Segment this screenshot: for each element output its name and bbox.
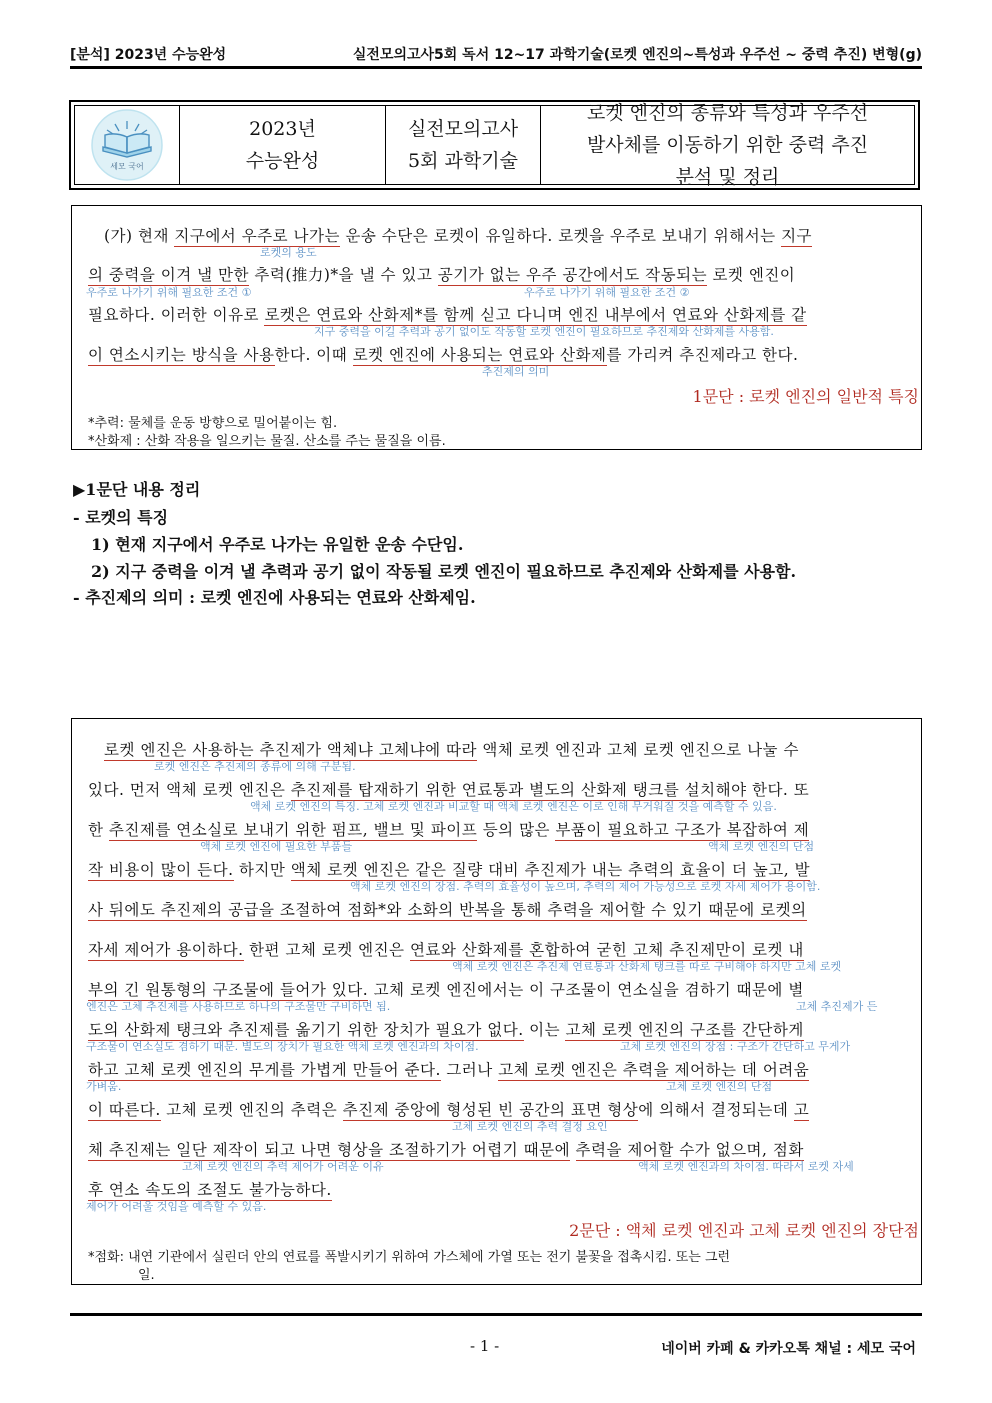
p2-line-7: 부의 긴 원통형의 구조물에 들어가 있다. 고체 로켓 엔진에서는 이 구조물이 연소실을 겸하기 때문에 별 <box>88 981 804 999</box>
exam-name: 실전모의고사 <box>407 118 519 140</box>
svg-text:세모 국어: 세모 국어 <box>110 162 144 171</box>
logo-cell <box>75 106 180 184</box>
organize-item-3: 2) 지구 중력을 이겨 낼 추력과 공기 없이 작동될 로켓 엔진이 필요하므로 추진제와 산화제를 사용함. <box>91 562 797 581</box>
p2-line-6: 자세 제어가 용이하다. 한편 고체 로켓 엔진은 연료와 산화제를 혼합하여 굳힌 고체 추진제만이 로켓 내 <box>88 941 804 959</box>
p1-line-4: 이 연소시키는 방식을 사용한다. 이때 로켓 엔진에 사용되는 연료와 산화제를 가리켜 추진제라고 한다. <box>88 346 799 364</box>
p2-line-12: 후 연소 속도의 조절도 불가능하다. <box>88 1181 332 1199</box>
p1-line-3: 필요하다. 이러한 이유로 로켓은 연료와 산화제*를 함께 싣고 다니며 엔진 내부에서 연료와 산화제를 같 <box>88 306 807 324</box>
p1-line-2: 의 중력을 이겨 낼 만한 추력(推力)*을 낼 수 있고 공기가 없는 우주 공간에서도 작동되는 로켓 엔진이 <box>88 266 796 284</box>
p2-line-1: 로켓 엔진은 사용하는 추진제가 액체냐 고체냐에 따라 액체 로켓 엔진과 고체 로켓 엔진으로 나눌 수 <box>104 741 799 759</box>
book-name: 수능완성 <box>245 150 320 172</box>
p2-line-10: 이 따른다. 고체 로켓 엔진의 추력은 추진제 중앙에 형성된 빈 공간의 표면 형상에 의해서 결정되는데 고 <box>88 1101 810 1119</box>
p1-footnote-1: *추력: 물체를 운동 방향으로 밀어붙이는 힘. <box>88 416 338 431</box>
p2-line-5: 사 뒤에도 추진제의 공급을 조절하여 점화*와 소화의 반복을 통해 추력을 제어할 수 있기 때문에 로켓의 <box>88 901 807 919</box>
title-table <box>69 100 920 190</box>
footer-channel: 네이버 카페 & 카카오톡 채널 : 세모 국어 <box>661 1341 916 1357</box>
p2-note-10: 고체 로켓 엔진의 추력 결정 요인 <box>452 1120 608 1133</box>
organize-item-2: 1) 현재 지구에서 우주로 나가는 유일한 운송 수단임. <box>91 535 464 554</box>
p2-note-7a: 엔진은 고체 추진제를 사용하므로 하나의 구조물만 구비하면 됨. <box>86 1000 391 1013</box>
exam-cell <box>386 106 541 184</box>
p2-note-7b: 고체 추진제가 든 <box>796 1000 878 1013</box>
p2-note-3a: 액체 로켓 엔진에 필요한 부품들 <box>200 840 353 853</box>
p2-note-6: 액체 로켓 엔진은 추진제 연료통과 산화제 탱크를 따로 구비해야 하지만 고체 로켓 <box>452 960 842 973</box>
p1-line-1: (가) 현재 지구에서 우주로 나가는 운송 수단은 로켓이 유일하다. 로켓을 우주로 보내기 위해서는 지구 <box>104 227 813 245</box>
p2-footnote-line-2: 일. <box>138 1268 155 1283</box>
p2-line-8: 도의 산화제 탱크와 추진제를 옮기기 위한 장치가 필요가 없다. 이는 고체 로켓 엔진의 구조를 간단하게 <box>88 1021 804 1039</box>
p2-line-11: 체 추진제는 일단 제작이 되고 나면 형상을 조절하기가 어렵기 때문에 추력을 제어할 수가 없으며, 점화 <box>88 1141 804 1159</box>
p2-footnote-line-1: *점화: 내연 기관에서 실린더 안의 연료를 폭발시키기 위하여 가스체에 가열 또는 전기 불꽃을 접촉시킴. 또는 그런 <box>88 1250 731 1265</box>
p2-note-9a: 가벼움. <box>86 1080 122 1093</box>
footer-divider <box>70 1313 922 1316</box>
p1-footnote-2: *산화제 : 산화 작용을 일으키는 물질. 산소를 주는 물질을 이름. <box>88 434 446 449</box>
organize-item-4: - 추진제의 의미 : 로켓 엔진에 사용되는 연료와 산화제임. <box>73 588 476 607</box>
p1-note-2a: 우주로 나가기 위해 필요한 조건 ① <box>86 286 252 299</box>
p2-note-9b: 고체 로켓 엔진의 단점 <box>666 1080 773 1093</box>
p2-note-12: 제어가 어려울 것임을 예측할 수 있음. <box>86 1200 267 1213</box>
organize-item-1: - 로켓의 특징 <box>73 508 169 527</box>
header-divider <box>70 66 922 69</box>
p1-summary: 1문단 : 로켓 엔진의 일반적 특징 <box>692 387 919 406</box>
p1-note-4: 추진제의 의미 <box>482 365 550 378</box>
p2-note-4: 액체 로켓 엔진의 장점. 추력의 효율성이 높으며, 추력의 제어 가능성으로 로켓 자세 제어가 용이함. <box>350 880 821 893</box>
book-year: 2023년 <box>249 118 316 140</box>
p2-line-9: 하고 고체 로켓 엔진의 무게를 가볍게 만들어 준다. 그러나 고체 로켓 엔진은 추력을 제어하는 데 어려움 <box>88 1061 810 1079</box>
page-number: - 1 - <box>470 1337 500 1355</box>
p2-summary: 2문단 : 액체 로켓 엔진과 고체 로켓 엔진의 장단점 <box>569 1221 919 1240</box>
header-right: 실전모의고사5회 독서 12~17 과학기술(로켓 엔진의~특성과 우주선 ~ 중력 추진) 변형(g) <box>352 47 922 63</box>
p2-note-11a: 고체 로켓 엔진의 추력 제어가 어려운 이유 <box>182 1160 384 1173</box>
p2-line-2: 있다. 먼저 액체 로켓 엔진은 추진제를 탑재하기 위한 연료통과 별도의 산화제 탱크를 설치해야 한다. 또 <box>88 781 810 799</box>
organize-title: ▶1문단 내용 정리 <box>73 480 201 499</box>
topic-line-1: 로켓 엔진의 종류와 특성과 우주선 <box>586 102 869 124</box>
p1-note-2b: 우주로 나가기 위해 필요한 조건 ② <box>524 286 690 299</box>
book-logo-icon <box>89 107 165 183</box>
p2-line-4: 작 비용이 많이 든다. 하지만 액체 로켓 엔진은 같은 질량 대비 추진제가 내는 추력의 효율이 더 높고, 발 <box>88 861 811 879</box>
p2-note-8b: 고체 로켓 엔진의 장점 : 구조가 간단하고 무게가 <box>620 1040 851 1053</box>
p1-note-1: 로켓의 용도 <box>260 246 317 259</box>
exam-subject: 5회 과학기술 <box>408 150 518 172</box>
p2-note-1: 로켓 엔진은 추진제의 종류에 의해 구분됨. <box>154 760 356 773</box>
paragraph-2-box <box>71 718 922 1285</box>
p2-note-11b: 액체 로켓 엔진과의 차이점. 따라서 로켓 자세 <box>638 1160 854 1173</box>
topic-line-2: 발사체를 이동하기 위한 중력 추진 <box>586 134 869 156</box>
p2-note-3b: 액체 로켓 엔진의 단점 <box>708 840 815 853</box>
p2-note-2: 액체 로켓 엔진의 특징. 고체 로켓 엔진과 비교할 때 액체 로켓 엔진은 이로 인해 무거워질 것을 예측할 수 있음. <box>250 800 777 813</box>
header-left: [분석] 2023년 수능완성 <box>70 47 227 63</box>
p2-line-3: 한 추진제를 연소실로 보내기 위한 펌프, 밸브 및 파이프 등의 많은 부품이 필요하고 구조가 복잡하여 제 <box>88 821 810 839</box>
topic-line-3: 분석 및 정리 <box>675 166 780 188</box>
p2-note-8a: 구조물이 연소실도 겸하기 때문. 별도의 장치가 필요한 액체 로켓 엔진과의 차이점. <box>86 1040 479 1053</box>
topic-cell <box>541 102 914 188</box>
book-cell <box>180 106 386 184</box>
p1-note-3: 지구 중력을 이길 추력과 공기 없이도 작동할 로켓 엔진이 필요하므로 추진제와 산화제를 사용함. <box>314 325 774 338</box>
paragraph-1-box <box>71 205 922 450</box>
